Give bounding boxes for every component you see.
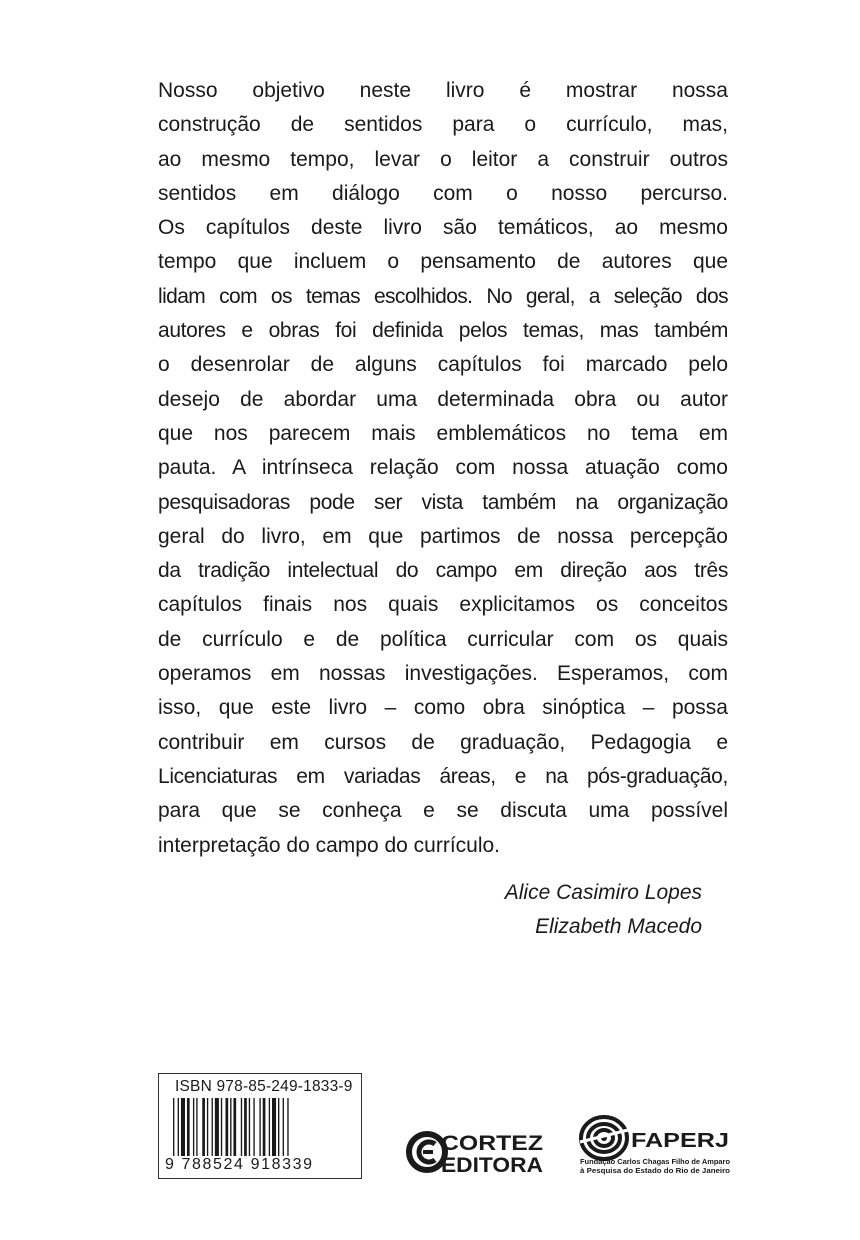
barcode-bar (249, 1098, 250, 1156)
isbn-barcode-box (158, 1073, 362, 1179)
synopsis-text (158, 74, 728, 863)
text-line: pauta. A intrínseca relação com nossa atuação como (158, 456, 728, 480)
text-line: pesquisadoras pode ser vista também na organização (158, 490, 728, 514)
barcode-bar (226, 1098, 229, 1156)
barcode-bar (207, 1098, 208, 1156)
barcode-bar (230, 1098, 231, 1156)
barcode-digits: 9 788524 918339 (165, 1156, 314, 1173)
text-line: o desenrolar de alguns capítulos foi marcado pelo (158, 353, 728, 377)
barcode-bar (244, 1098, 247, 1156)
text-line: contribuir em cursos de graduação, Pedagogia e (158, 730, 728, 754)
author-signature (505, 876, 702, 944)
funder-tagline: à Pesquisa do Estado do Rio de Janeiro (580, 1168, 730, 1175)
text-line: da tradição intelectual do campo em direção aos três (158, 559, 728, 583)
text-line: lidam com os temas escolhidos. No geral, a seleção dos (158, 284, 728, 308)
barcode-bar (178, 1098, 179, 1156)
text-line: operamos em nossas investigações. Esperamos, com (158, 662, 728, 686)
text-line: sentidos em diálogo com o nosso percurso. (158, 181, 728, 205)
barcode-bar (173, 1098, 174, 1156)
barcode-bar (253, 1098, 254, 1156)
publisher-name: CORTEZ (441, 1132, 544, 1155)
text-line: construção de sentidos para o currículo, mas, (158, 113, 728, 137)
barcode-bar (215, 1098, 219, 1156)
barcode-bar (212, 1098, 213, 1156)
text-line: tempo que incluem o pensamento de autores que (158, 250, 728, 274)
barcode-bar (233, 1098, 236, 1156)
barcode-bar (202, 1098, 205, 1156)
text-line: que nos parecem mais emblemáticos no tema em (158, 421, 728, 445)
publisher-subtitle: EDITORA (441, 1154, 543, 1177)
text-line: desejo de abordar uma determinada obra ou autor (158, 387, 728, 411)
text-line: Os capítulos deste livro são temáticos, ao mesmo (158, 216, 728, 240)
text-line: para que se conheça e se discuta uma possível (158, 799, 728, 823)
funder-name: FAPERJ (631, 1130, 729, 1152)
barcode-image (173, 1098, 351, 1156)
barcode-bar (287, 1098, 288, 1156)
isbn-label: ISBN 978-85-249-1833-9 (175, 1078, 353, 1095)
barcode-bar (221, 1098, 222, 1156)
text-line: interpretação do campo do currículo. (158, 833, 501, 857)
text-line: autores e obras foi definida pelos temas, mas também (158, 319, 728, 343)
faperj-logo (578, 1112, 738, 1178)
barcode-bar (263, 1098, 266, 1156)
text-line: de currículo e de política curricular com os quais (158, 627, 728, 651)
text-line: ao mesmo tempo, levar o leitor a construir outros (158, 147, 728, 171)
author-name: Elizabeth Macedo (535, 915, 702, 938)
author-name: Alice Casimiro Lopes (504, 881, 702, 904)
barcode-bar (187, 1098, 190, 1156)
barcode-bar (241, 1098, 242, 1156)
barcode-bar (196, 1098, 197, 1156)
barcode-bar (181, 1098, 185, 1156)
text-line: isso, que este livro – como obra sinóptica – possa (158, 696, 728, 720)
text-line: Licenciaturas em variadas áreas, e na pós-graduação, (158, 764, 728, 788)
text-line: Nosso objetivo neste livro é mostrar nossa (158, 79, 728, 102)
text-line: geral do livro, em que partimos de nossa percepção (158, 524, 728, 548)
text-line: capítulos finais nos quais explicitamos os conceitos (158, 593, 728, 617)
barcode-bar (272, 1098, 276, 1156)
barcode-bar (278, 1098, 279, 1156)
cortez-editora-logo (405, 1128, 547, 1178)
barcode-bar (259, 1098, 260, 1156)
barcode-bar (269, 1098, 270, 1156)
barcode-bar (193, 1098, 194, 1156)
funder-tagline: Fundação Carlos Chagas Filho de Amparo (580, 1159, 730, 1166)
barcode-bar (283, 1098, 284, 1156)
